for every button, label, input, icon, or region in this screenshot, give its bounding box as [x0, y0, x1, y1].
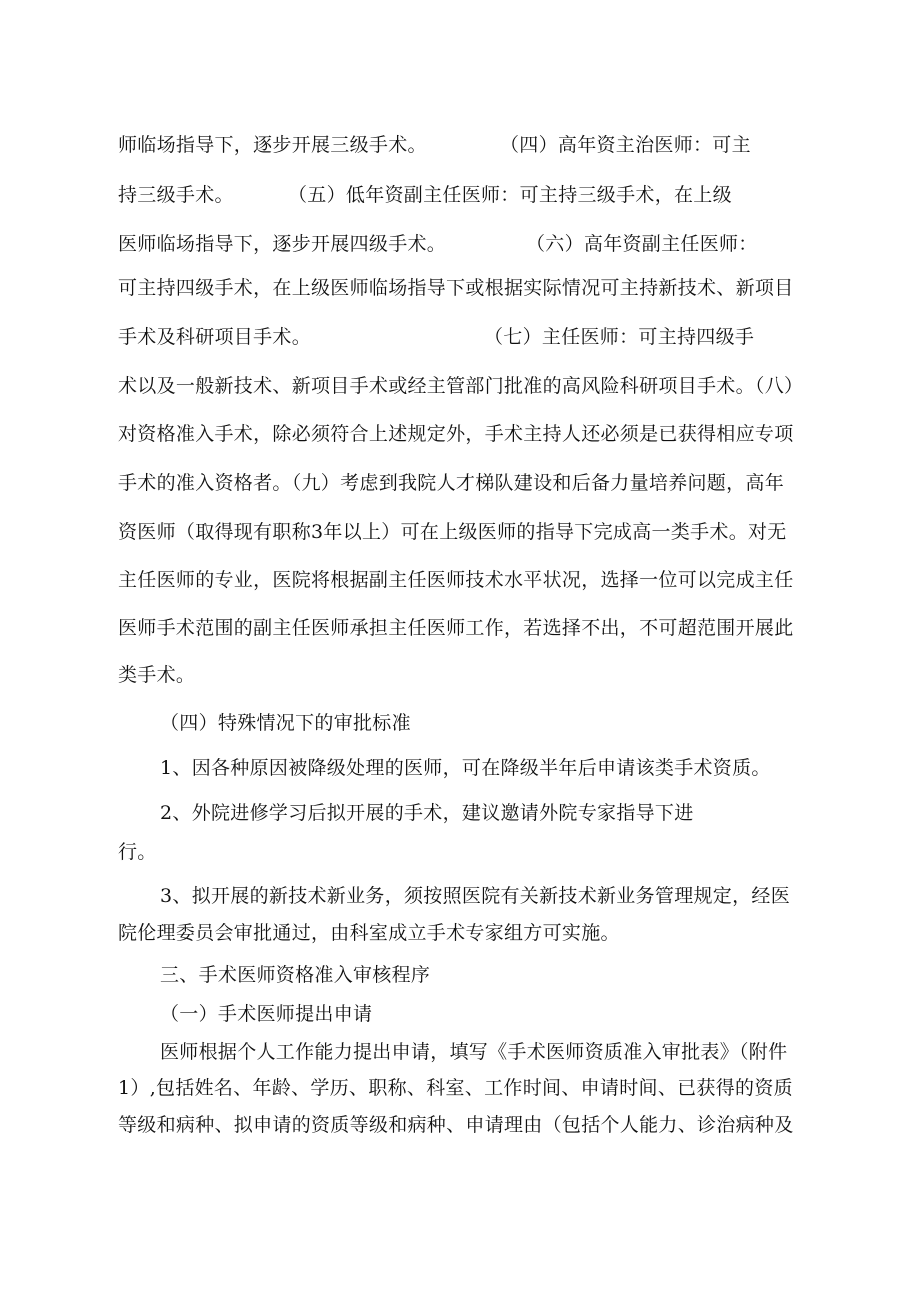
text-segment: （四）高年资主治医师：可主 [500, 134, 751, 156]
text-segment: 持三级手术。 [118, 184, 234, 206]
subsection-heading: （一）手术医师提出申请 [160, 1003, 373, 1025]
text-segment: （五）低年资副主任医师：可主持三级手术，在上级 [288, 184, 732, 206]
text-line-4: 可主持四级手术，在上级医师临场指导下或根据实际情况可主持新技术、新项目 [118, 277, 794, 299]
text-line-8: 手术的准入资格者。（九）考虑到我院人才梯队建设和后备力量培养问题，高年 [118, 472, 785, 494]
text-line-10: 主任医师的专业，医院将根据副主任医师技术水平状况，选择一位可以完成主任 [118, 569, 794, 591]
text-line-12: 类手术。 [118, 664, 196, 686]
text-segment: 医师临场指导下，逐步开展四级手术。 [118, 233, 447, 255]
text-segment: 师临场指导下，逐步开展三级手术。 [118, 134, 427, 156]
text-line-23: 等级和病种、拟申请的资质等级和病种、申请理由（包括个人能力、诊治病种及 [118, 1114, 794, 1136]
text-line-15: 2、外院进修学习后拟开展的手术，建议邀请外院专家指导下进 [160, 802, 694, 824]
section-heading: （四）特殊情况下的审批标准 [160, 712, 411, 734]
text-line-9: 资医师（取得现有职称3年以上）可在上级医师的指导下完成高一类手术。对无 [118, 521, 787, 543]
text-line-18: 院伦理委员会审批通过，由科室成立手术专家组方可实施。 [118, 922, 620, 944]
text-line-16: 行。 [118, 841, 157, 863]
text-segment: 手术及科研项目手术。 [118, 326, 312, 348]
text-line-7: 对资格准入手术，除必须符合上述规定外，手术主持人还必须是已获得相应专项 [118, 423, 794, 445]
section-heading: 三、手术医师资格准入审核程序 [160, 964, 431, 986]
text-segment: （六）高年资副主任医师： [526, 233, 758, 255]
text-line-14: 1、因各种原因被降级处理的医师，可在降级半年后申请该类手术资质。 [160, 757, 771, 779]
text-line-17: 3、拟开展的新技术新业务，须按照医院有关新技术新业务管理规定，经医 [160, 885, 790, 907]
text-line-22: 1）,包括姓名、年龄、学历、职称、科室、工作时间、申请时间、已获得的资质 [118, 1077, 793, 1099]
text-line-11: 医师手术范围的副主任医师承担主任医师工作，若选择不出，不可超范围开展此 [118, 617, 794, 639]
text-segment: （七）主任医师：可主持四级手 [484, 326, 755, 348]
text-line-6: 术以及一般新技术、新项目手术或经主管部门批准的高风险科研项目手术。（八） [118, 375, 804, 397]
text-line-21: 医师根据个人工作能力提出申请，填写《手术医师资质准入审批表》（附件 [160, 1041, 788, 1063]
